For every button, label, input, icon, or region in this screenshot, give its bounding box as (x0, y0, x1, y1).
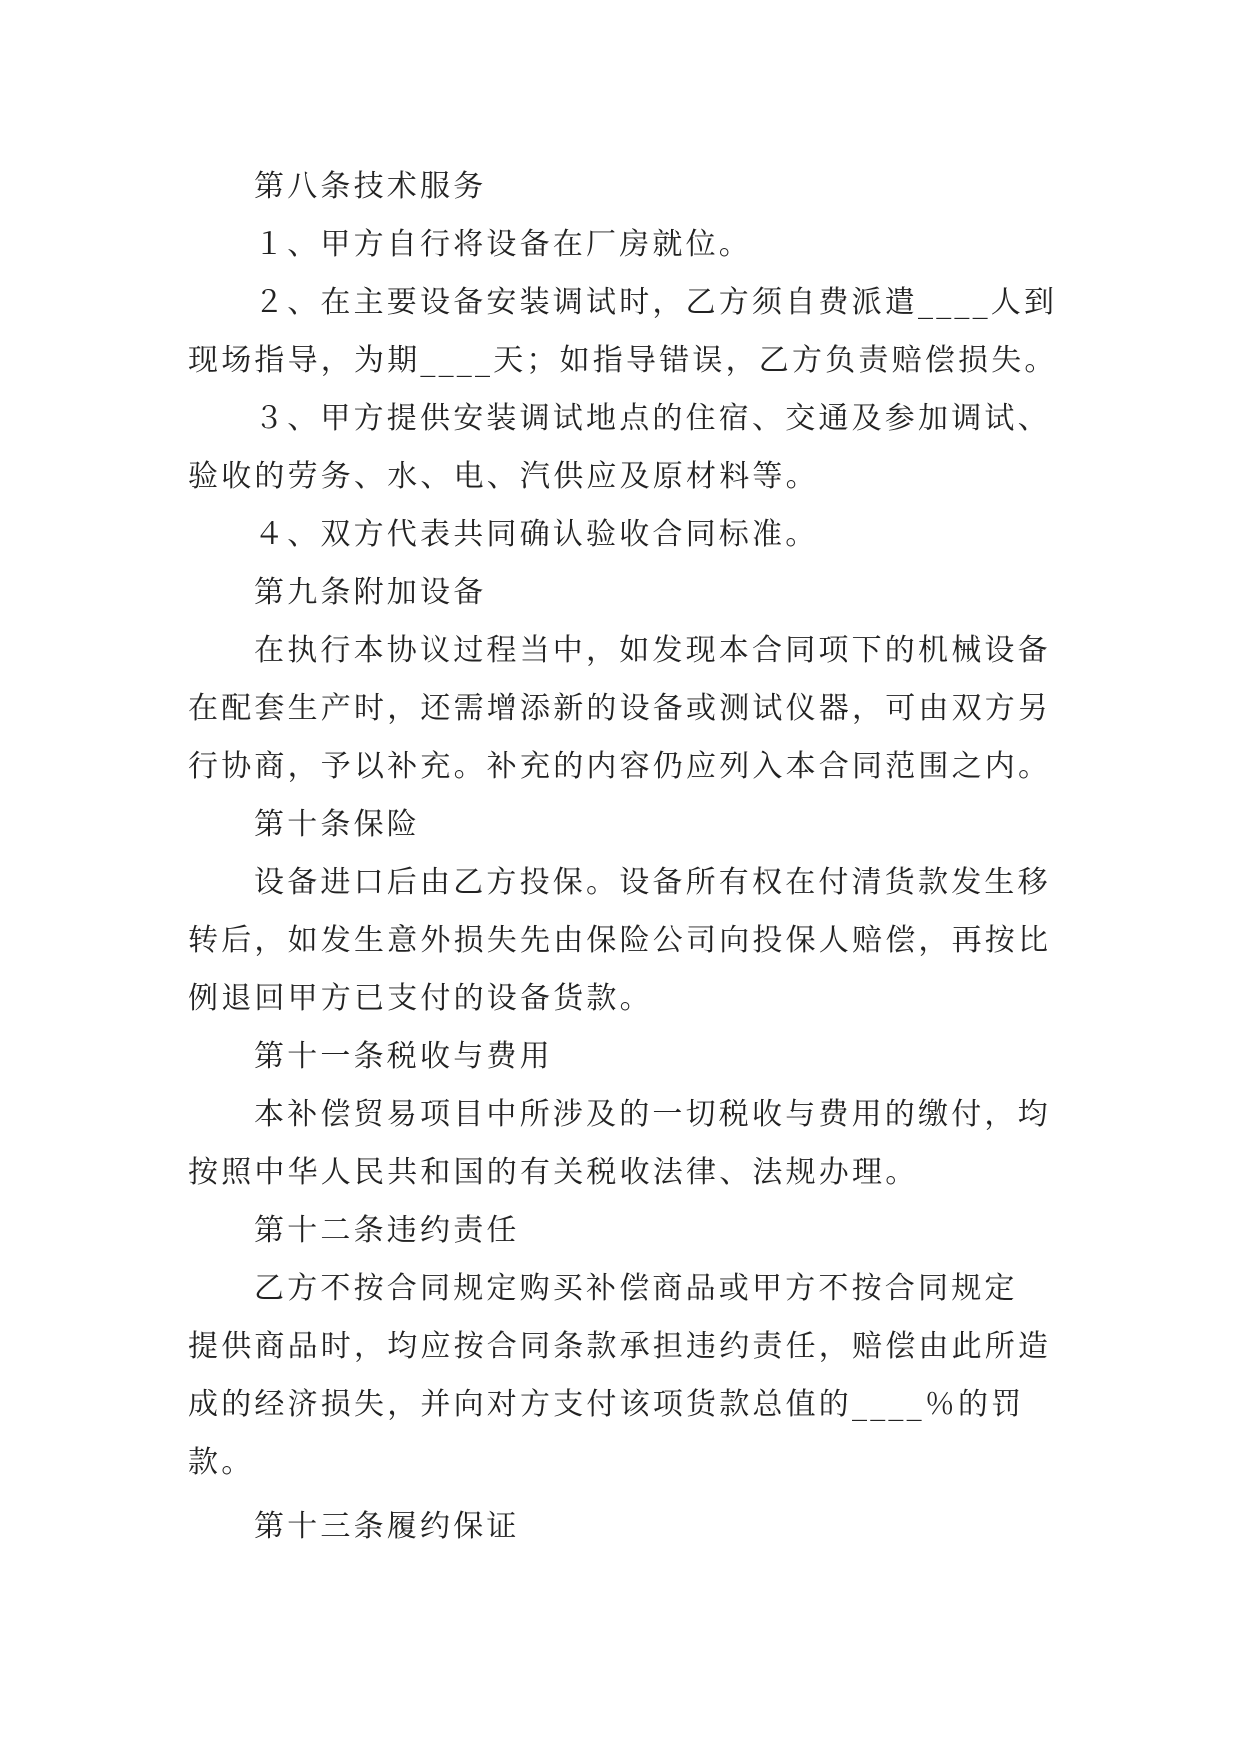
article-12-paragraph-cont-1: 提供商品时，均应按合同条款承担违约责任，赔偿由此所造 (188, 1329, 1052, 1364)
article-10-paragraph-cont-2: 例退回甲方已支付的设备货款。 (188, 981, 653, 1016)
article-9-paragraph: 在执行本协议过程当中，如发现本合同项下的机械设备 (254, 633, 1051, 668)
article-10-paragraph: 设备进口后由乙方投保。设备所有权在付清货款发生移 (254, 865, 1051, 900)
article-8-item-2: ２、在主要设备安装调试时，乙方须自费派遣____人到 (254, 285, 1058, 320)
article-8-item-3-cont: 验收的劳务、水、电、汽供应及原材料等。 (188, 459, 819, 494)
article-12-paragraph-cont-3: 款。 (188, 1445, 255, 1480)
article-12-paragraph-cont-2: 成的经济损失，并向对方支付该项货款总值的____％的罚 (188, 1387, 1025, 1422)
article-8-item-1: １、甲方自行将设备在厂房就位。 (254, 227, 752, 262)
article-11-heading: 第十一条税收与费用 (254, 1039, 553, 1074)
article-8-heading: 第八条技术服务 (254, 169, 487, 204)
article-9-paragraph-cont-2: 行协商，予以补充。补充的内容仍应列入本合同范围之内。 (188, 749, 1052, 784)
article-8-item-4: ４、双方代表共同确认验收合同标准。 (254, 517, 819, 552)
article-13-heading: 第十三条履约保证 (254, 1509, 520, 1544)
document-body (188, 158, 1068, 1556)
article-8-item-3: ３、甲方提供安装调试地点的住宿、交通及参加调试、 (254, 401, 1051, 436)
article-11-paragraph-cont: 按照中华人民共和国的有关税收法律、法规办理。 (188, 1155, 919, 1190)
article-12-paragraph: 乙方不按合同规定购买补偿商品或甲方不按合同规定 (254, 1271, 1018, 1306)
article-9-heading: 第九条附加设备 (254, 575, 487, 610)
article-10-heading: 第十条保险 (254, 807, 420, 842)
article-11-paragraph: 本补偿贸易项目中所涉及的一切税收与费用的缴付，均 (254, 1097, 1051, 1132)
article-10-paragraph-cont-1: 转后，如发生意外损失先由保险公司向投保人赔偿，再按比 (188, 923, 1052, 958)
article-9-paragraph-cont-1: 在配套生产时，还需增添新的设备或测试仪器，可由双方另 (188, 691, 1052, 726)
article-8-item-2-cont: 现场指导，为期____天；如指导错误，乙方负责赔偿损失。 (188, 343, 1058, 378)
article-12-heading: 第十二条违约责任 (254, 1213, 520, 1248)
